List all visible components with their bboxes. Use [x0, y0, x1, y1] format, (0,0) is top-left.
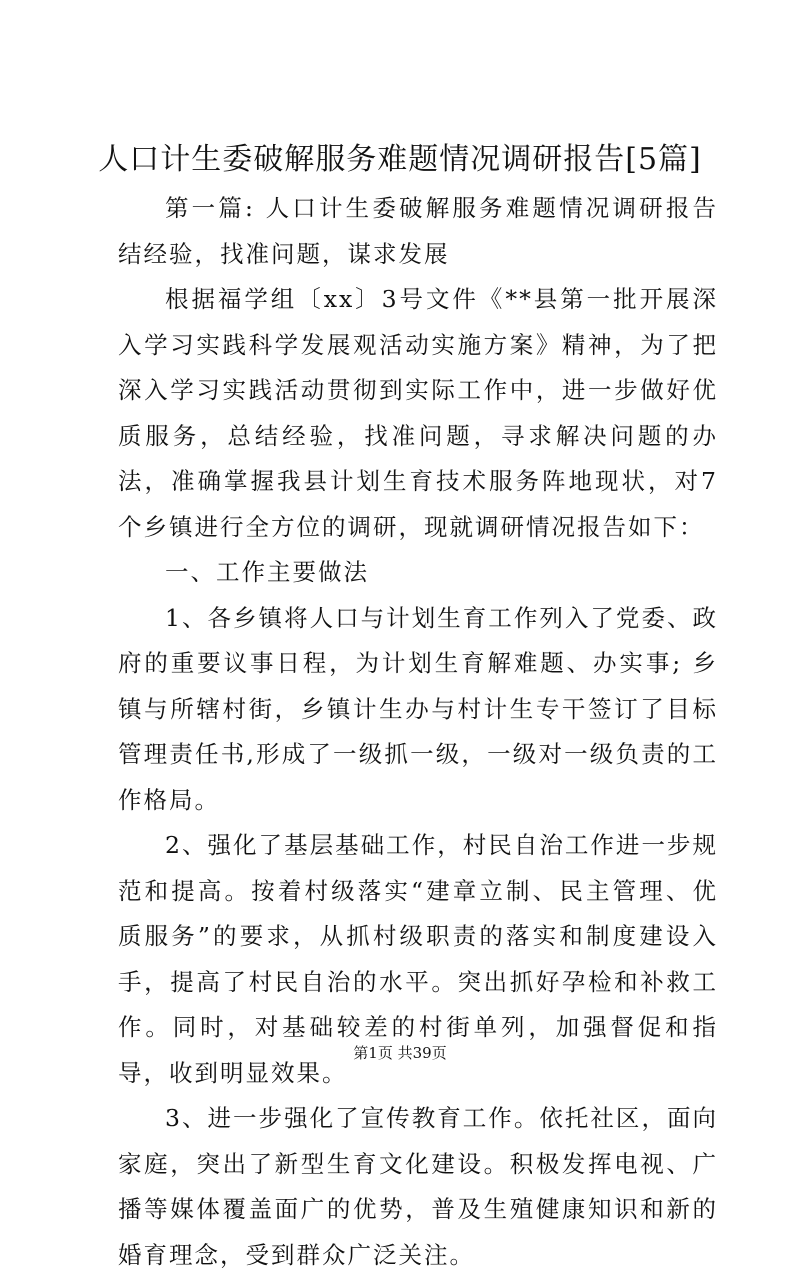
paragraph-intro: 根据福学组〔xx〕3号文件《**县第一批开展深入学习实践科学发展观活动实施方案》精神，为了把深入学习实践活动贯彻到实际工作中，进一步做好优质服务，总结经验，找准问题，寻求解决问题的办法，准确掌握我县计划生育技术服务阵地现状，对7个乡镇进行全方位的调研，现就调研情况报告如下：	[118, 285, 718, 541]
document-title: 人口计生委破解服务难题情况调研报告[5篇]	[98, 142, 702, 177]
paragraph-heading-first-article: 第一篇: 人口计生委破解服务难题情况调研报告结经验，找准问题，谋求发展	[118, 194, 718, 268]
paragraph-item-1: 1、各乡镇将人口与计划生育工作列入了党委、政府的重要议事日程，为计划生育解难题、办实事; 乡镇与所辖村街，乡镇计生办与村计生专干签订了目标管理责任书,形成了一级抓一级，一级对一级负责的工作格局。	[118, 603, 718, 814]
section-heading-main-practices: 一、工作主要做法	[165, 558, 369, 586]
paragraph-item-2: 2、强化了基层基础工作，村民自治工作进一步规范和提高。按着村级落实“建章立制、民主管理、优质服务”的要求，从抓村级职责的落实和制度建设入手，提高了村民自治的水平。突出抓好孕检和补救工作。同时，对基础较差的村街单列，加强督促和指导，收到明显效果。	[118, 831, 718, 1087]
page-number-footer: 第1页 共39页	[353, 1044, 447, 1062]
document-body	[118, 186, 718, 1278]
paragraph-item-3: 3、进一步强化了宣传教育工作。依托社区，面向家庭，突出了新型生育文化建设。积极发挥电视、广播等媒体覆盖面广的优势，普及生殖健康知识和新的婚育理念，受到群众广泛关注。	[118, 1104, 718, 1269]
